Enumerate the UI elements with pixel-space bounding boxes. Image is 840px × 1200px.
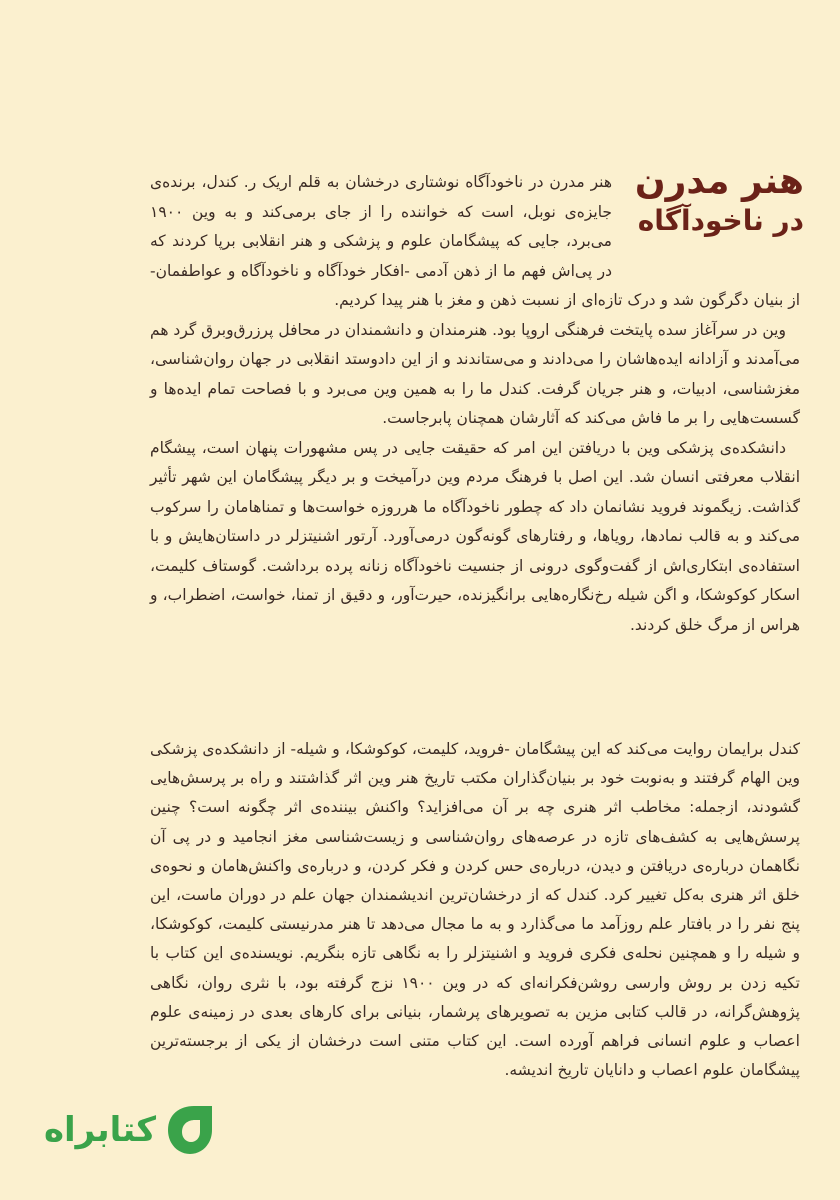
- ketabrah-logo: [38, 1095, 218, 1165]
- leaf-icon: [162, 1102, 218, 1158]
- paragraph-2: وین در سرآغاز سده پایتخت فرهنگی اروپا بود. هنرمندان و دانشمندان در محافل پرزرق‌وبرق گرد هم می‌آمدند و آزادانه ایده‌هاشان را می‌دادند و می‌ستاندند و از این دادوستد انقلابی در جهان روان‌شناسی، مغزشناسی، ادبیات، و هنر جریان گرفت. کندل ما را به همین وین می‌برد و با فصاحت تمام ایده‌ها و گسست‌هایی را بر ما فاش می‌کند که آثارشان همچنان پابرجاست.: [150, 320, 800, 427]
- paragraph-4: کندل برایمان روایت می‌کند که این پیشگامان -فروید، کلیمت، کوکوشکا، و شیله- از دانشکده‌ی پزشکی وین الهام گرفتند و به‌نوبت خود بر بنیان‌گذاران مکتب تاریخ هنر وین اثر گذاشتند و راه بر پرسش‌هایی گشودند، ازجمله: مخاطب اثر هنری چه بر آن می‌افزاید؟ واکنش بیننده‌ی اثر چگونه است؟ چنین پرسش‌هایی به کشف‌های تازه در عرصه‌های روان‌شناسی و زیست‌شناسی مغز انجامید و در پی آن نگاهمان درباره‌ی دریافتن و دیدن، درباره‌ی حس کردن و فکر کردن، و درباره‌ی واکنش‌هامان و نحوه‌ی خلق اثر هنری به‌کل تغییر کرد. کندل که از درخشان‌ترین اندیشمندان جهان علم در دوران ماست، این پنج نفر را در بافتار علم روزآمد ما می‌گذارد و به ما مجال می‌دهد تا هنر مدرنیستی کلیمت، کوکوشکا، و شیله را و همچنین نحله‌ی فکری فروید و اشنیتزلر را به نگاهی تازه بنگریم. نویسنده‌ی این کتاب با تکیه زدن بر روش وارسی روشن‌فکرانه‌ای که در وین ۱۹۰۰ نزج گرفته بود، با نثری روان، نگاهی پژوهش‌گرانه، در قالب کتابی مزین به تصویرهای پرشمار، بنیانی برای کارهای بعدی در زمینه‌ی علوم اعصاب و علوم انسانی فراهم آورده است. این کتاب متنی است درخشان از یکی از برجسته‌ترین پیشگامان علوم اعصاب و دانایان تاریخ اندیشه.: [150, 740, 800, 1080]
- book-title-line-1: هنر مدرن: [634, 161, 804, 202]
- logo-text: کتابراه: [43, 1110, 156, 1150]
- paragraph-1: هنر مدرن در ناخودآگاه نوشتاری درخشان به قلم اریک ر. کندل، برنده‌ی جایزه‌ی نوبل، است که خواننده را از جای برمی‌کند و به وین ۱۹۰۰ می‌برد، جایی که پیشگامان علوم و پزشکی و هنر انقلابی برپا کردند که در پی‌اش فهم ما از ذهن آدمی -افکار خودآگاه و ناخودآگاه و عواطفمان- از بنیان دگرگون شد و درک تازه‌ای از نسبت ذهن و مغز با هنر پیدا کردیم.: [150, 173, 800, 309]
- upper-text-block: [150, 168, 800, 640]
- book-title: [604, 160, 804, 238]
- paragraph-3: دانشکده‌ی پزشکی وین با دریافتن این امر که حقیقت جایی در پس مشهورات پنهان است، پیشگام انقلاب معرفتی انسان شد. این اصل با فرهنگ مردم وین درآمیخت و بر دیگر پیشگامان این شهر تأثیر گذاشت. زیگموند فروید نشانمان داد که چطور ناخودآگاه ما هرروزه خواست‌ها و تمناهامان را سرکوب می‌کند و به قالب نمادها، رویاها، و رفتارهای گونه‌گون درمی‌آورد. آرتور اشنیتزلر در داستان‌هایش و با استفاده‌ی ابتکاری‌اش از گفت‌وگوی درونی از جنسیت ناخودآگاه زنانه پرده برداشت. گوستاف کلیمت، اسکار کوکوشکا، و اگن شیله رخ‌نگاره‌هایی برانگیزنده، حیرت‌آور، و دقیق از تمنا، خواست، اضطراب، و هراس از مرگ خلق کردند.: [150, 438, 800, 634]
- book-title-line-2: در ناخودآگاه: [637, 204, 804, 237]
- lower-text-block: [150, 735, 800, 1085]
